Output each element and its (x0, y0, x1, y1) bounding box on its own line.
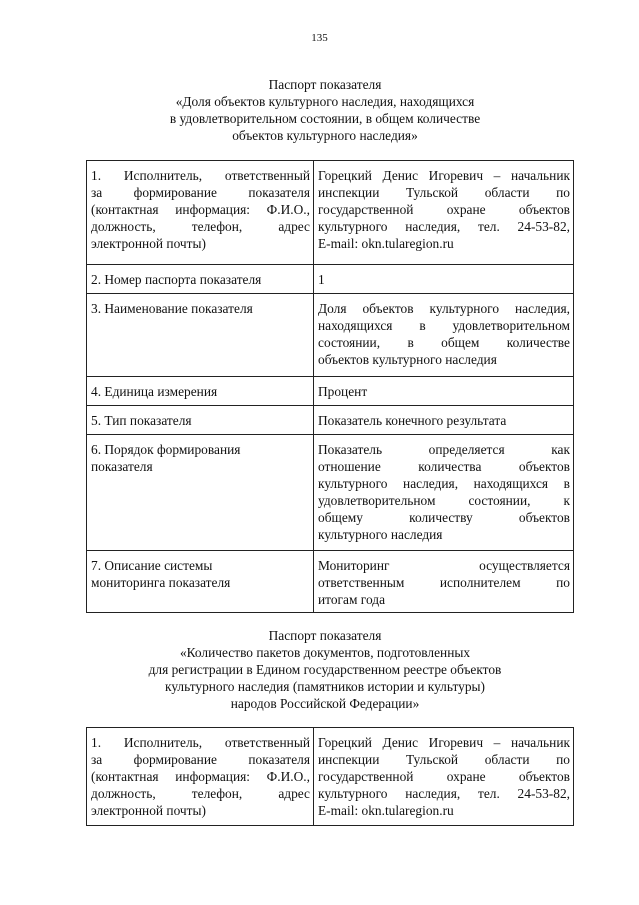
value-line: инспекции Тульской области по (318, 752, 570, 767)
value-line: отношение количества объектов (318, 459, 570, 474)
row-4-value (314, 377, 574, 406)
label-line: 7. Описание системы (91, 558, 213, 573)
passport-1-heading-line: в удовлетворительном состоянии, в общем количестве (169, 111, 481, 126)
row-1-label (87, 161, 314, 265)
value-line: Показатель определяется как (318, 442, 570, 457)
passport-1-heading (70, 76, 580, 144)
label-line: должность, телефон, адрес (91, 219, 310, 234)
label-line: электронной почты) (91, 236, 206, 251)
passport-1-heading-line: Паспорт показателя (268, 77, 382, 92)
value-line: удовлетворительном состоянии, к (318, 493, 570, 508)
row-6-value (314, 435, 574, 551)
table-row (87, 265, 574, 294)
row-1-value (314, 161, 574, 265)
passport-2-heading (70, 627, 580, 712)
value-line: 1 (318, 272, 325, 287)
row-2-value (314, 265, 574, 294)
label-line: должность, телефон, адрес (91, 786, 310, 801)
label-line: 5. Тип показателя (91, 413, 192, 428)
value-line: Горецкий Денис Игоревич – начальник (318, 735, 570, 750)
table-row (87, 728, 574, 826)
label-line: (контактная информация: Ф.И.О., (91, 202, 310, 217)
label-line: за формирование показателя (91, 185, 310, 200)
row-7-label (87, 551, 314, 613)
table-row (87, 377, 574, 406)
row-4-label (87, 377, 314, 406)
value-line: государственной охране объектов (318, 202, 570, 217)
label-line: мониторинга показателя (91, 575, 231, 590)
value-line: Горецкий Денис Игоревич – начальник (318, 168, 570, 183)
passport-2-heading-line: культурного наследия (памятников истории и культуры) (165, 679, 485, 694)
row-2-label (87, 265, 314, 294)
value-line: инспекции Тульской области по (318, 185, 570, 200)
passport-1-heading-line: «Доля объектов культурного наследия, находящихся (175, 94, 475, 109)
value-line: состоянии, в общем количестве (318, 335, 570, 350)
label-line: 6. Порядок формирования (91, 442, 241, 457)
label-line: 2. Номер паспорта показателя (91, 272, 262, 287)
passport-2-heading-line: народов Российской Федерации» (230, 696, 420, 711)
table-row (87, 161, 574, 265)
row-1-value (314, 728, 574, 826)
table-row (87, 406, 574, 435)
table-row (87, 551, 574, 613)
value-line: культурного наследия, находящихся в (318, 476, 570, 491)
value-line: находящихся в удовлетворительном (318, 318, 570, 333)
table-row (87, 435, 574, 551)
row-3-label (87, 294, 314, 377)
value-line: объектов культурного наследия (318, 352, 497, 367)
value-line: Процент (318, 384, 368, 399)
value-line: Показатель конечного результата (318, 413, 507, 428)
value-line: E-mail: okn.tularegion.ru (318, 236, 454, 251)
value-line: государственной охране объектов (318, 769, 570, 784)
value-line: итогам года (318, 592, 386, 607)
value-line: культурного наследия, тел. 24-53-82, (318, 786, 570, 801)
row-3-value (314, 294, 574, 377)
passport-1-heading-line: объектов культурного наследия» (232, 128, 418, 143)
label-line: показателя (91, 459, 153, 474)
passport-2-heading-line: «Количество пакетов документов, подготовленных (179, 645, 471, 660)
row-6-label (87, 435, 314, 551)
label-line: за формирование показателя (91, 752, 310, 767)
label-line: электронной почты) (91, 803, 206, 818)
row-5-value (314, 406, 574, 435)
row-5-label (87, 406, 314, 435)
value-line: Мониторинг осуществляется (318, 558, 570, 573)
passport-2-heading-line: Паспорт показателя (268, 628, 382, 643)
value-line: общему количеству объектов (318, 510, 570, 525)
value-line: E-mail: okn.tularegion.ru (318, 803, 454, 818)
value-line: культурного наследия (318, 527, 443, 542)
label-line: 4. Единица измерения (91, 384, 218, 399)
passport-2-table (86, 727, 574, 826)
passport-2-heading-line: для регистрации в Едином государственном реестре объектов (148, 662, 502, 677)
page-number: 135 (311, 32, 328, 44)
label-line: 1. Исполнитель, ответственный (91, 735, 310, 750)
label-line: (контактная информация: Ф.И.О., (91, 769, 310, 784)
value-line: Доля объектов культурного наследия, (318, 301, 570, 316)
label-line: 1. Исполнитель, ответственный (91, 168, 310, 183)
passport-1-table (86, 160, 574, 613)
table-row (87, 294, 574, 377)
value-line: ответственным исполнителем по (318, 575, 570, 590)
row-1-label (87, 728, 314, 826)
value-line: культурного наследия, тел. 24-53-82, (318, 219, 570, 234)
row-7-value (314, 551, 574, 613)
label-line: 3. Наименование показателя (91, 301, 253, 316)
